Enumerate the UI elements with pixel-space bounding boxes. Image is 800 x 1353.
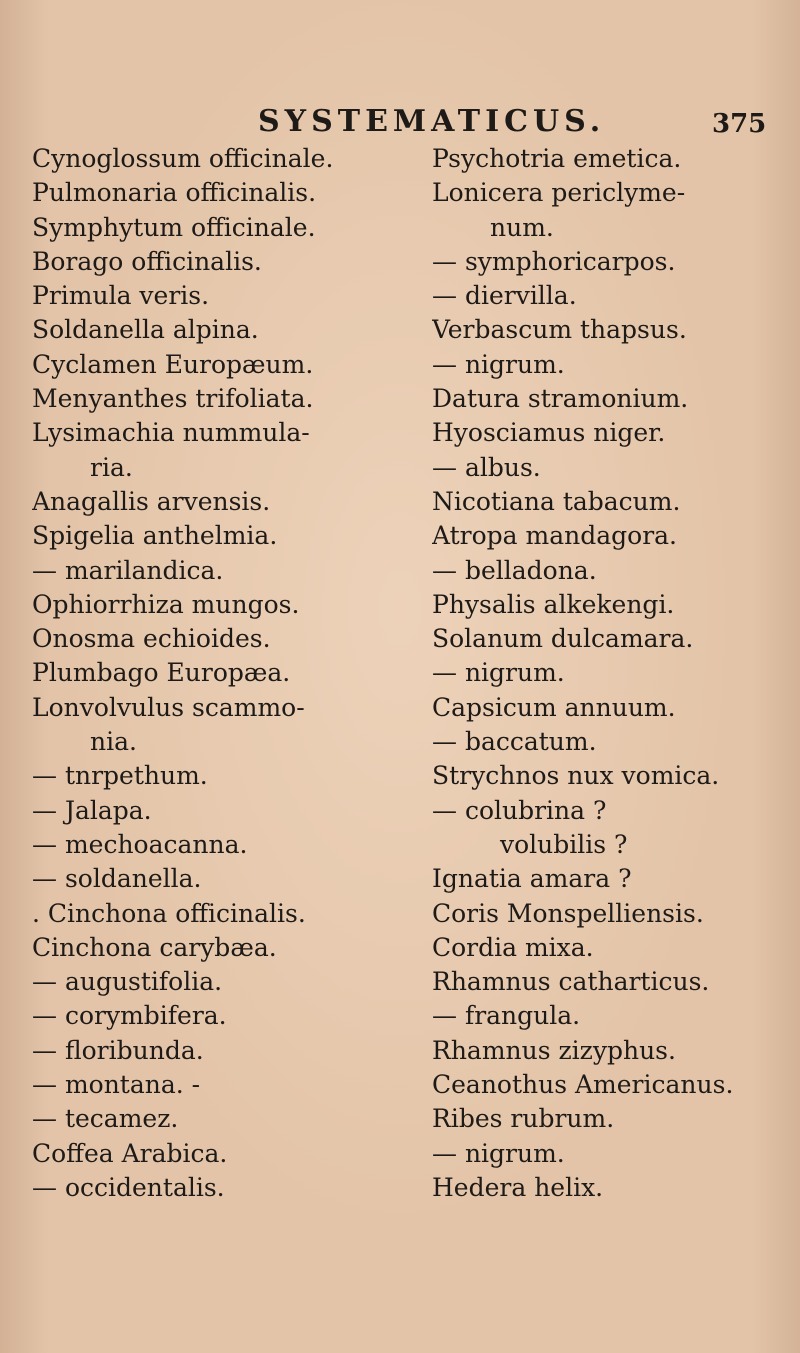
running-header: SYSTEMATICUS.: [258, 104, 606, 139]
species-entry: — soldanella.: [32, 864, 202, 894]
species-entry: Cynoglossum officinale.: [32, 144, 334, 173]
species-entry: ria.: [90, 452, 133, 482]
species-entry: Soldanella alpina.: [32, 315, 259, 345]
species-entry: — occidentalis.: [32, 1172, 225, 1202]
species-entry: Spigelia anthelmia.: [32, 521, 278, 551]
species-entry: — frangula.: [432, 1001, 581, 1031]
species-entry: Coris Monspelliensis.: [432, 898, 704, 928]
species-entry: Nicotiana tabacum.: [432, 486, 681, 516]
species-entry: — colubrina ?: [432, 795, 607, 825]
species-entry: Onosma echioides.: [32, 624, 271, 654]
species-entry: Rhamnus zizyphus.: [432, 1035, 676, 1065]
species-entry: Ophiorrhiza mungos.: [32, 589, 300, 619]
species-entry: Lonicera periclyme-: [432, 178, 686, 208]
species-entry: Verbascum thapsus.: [432, 315, 687, 345]
species-entry: — baccatum.: [432, 727, 597, 757]
species-entry: Plumbago Europæa.: [32, 658, 291, 688]
species-entry: Psychotria emetica.: [432, 144, 682, 173]
species-entry: — nigrum.: [432, 658, 565, 688]
species-entry: — marilandica.: [32, 555, 224, 585]
species-entry: Cyclamen Europæum.: [32, 349, 314, 379]
species-entry: Coffea Arabica.: [32, 1138, 228, 1168]
species-entry: Solanum dulcamara.: [432, 624, 694, 654]
species-entry: volubilis ?: [500, 829, 628, 859]
species-entry: num.: [490, 212, 554, 242]
species-entry: — symphoricarpos.: [432, 246, 676, 276]
species-entry: — belladona.: [432, 555, 597, 585]
species-entry: Cordia mixa.: [432, 932, 594, 962]
species-entry: Datura stramonium.: [432, 384, 689, 414]
species-entry: nia.: [90, 727, 137, 757]
species-entry: — nigrum.: [432, 1138, 565, 1168]
species-entry: Lysimachia nummula-: [32, 418, 310, 448]
species-entry: — Jalapa.: [32, 795, 152, 825]
species-entry: Primula veris.: [32, 281, 210, 311]
species-entry: — tecamez.: [32, 1104, 179, 1134]
page-number: 375: [712, 109, 767, 139]
species-entry: — montana. -: [32, 1070, 201, 1100]
species-entry: Physalis alkekengi.: [432, 589, 675, 619]
species-entry: Symphytum officinale.: [32, 212, 316, 242]
species-entry: — mechoacanna.: [32, 829, 248, 859]
right-column: [432, 142, 792, 1205]
species-entry: — diervilla.: [432, 281, 577, 311]
species-entry: Ribes rubrum.: [432, 1104, 615, 1134]
species-entry: Ignatia amara ?: [432, 864, 632, 894]
species-entry: — nigrum.: [432, 349, 565, 379]
species-entry: Cinchona carybæa.: [32, 932, 277, 962]
species-entry: Atropa mandagora.: [432, 521, 677, 551]
species-entry: — corymbifera.: [32, 1001, 227, 1031]
species-entry: . Cinchona officinalis.: [32, 898, 306, 928]
species-entry: — augustifolia.: [32, 967, 223, 997]
species-entry: Strychnos nux vomica.: [432, 761, 720, 791]
species-entry: Anagallis arvensis.: [32, 486, 271, 516]
species-entry: Lonvolvulus scammo-: [32, 692, 305, 722]
species-entry: — tnrpethum.: [32, 761, 208, 791]
species-entry: Capsicum annuum.: [432, 692, 676, 722]
species-entry: Rhamnus catharticus.: [432, 967, 710, 997]
species-entry: Menyanthes trifoliata.: [32, 384, 314, 414]
species-entry: Hyosciamus niger.: [432, 418, 666, 448]
species-entry: Pulmonaria officinalis.: [32, 178, 317, 208]
species-entry: — floribunda.: [32, 1035, 204, 1065]
species-entry: Hedera helix.: [432, 1172, 604, 1202]
left-column: [32, 142, 398, 1205]
species-entry: Borago officinalis.: [32, 246, 262, 276]
species-entry: Ceanothus Americanus.: [432, 1070, 734, 1100]
species-entry: — albus.: [432, 452, 541, 482]
